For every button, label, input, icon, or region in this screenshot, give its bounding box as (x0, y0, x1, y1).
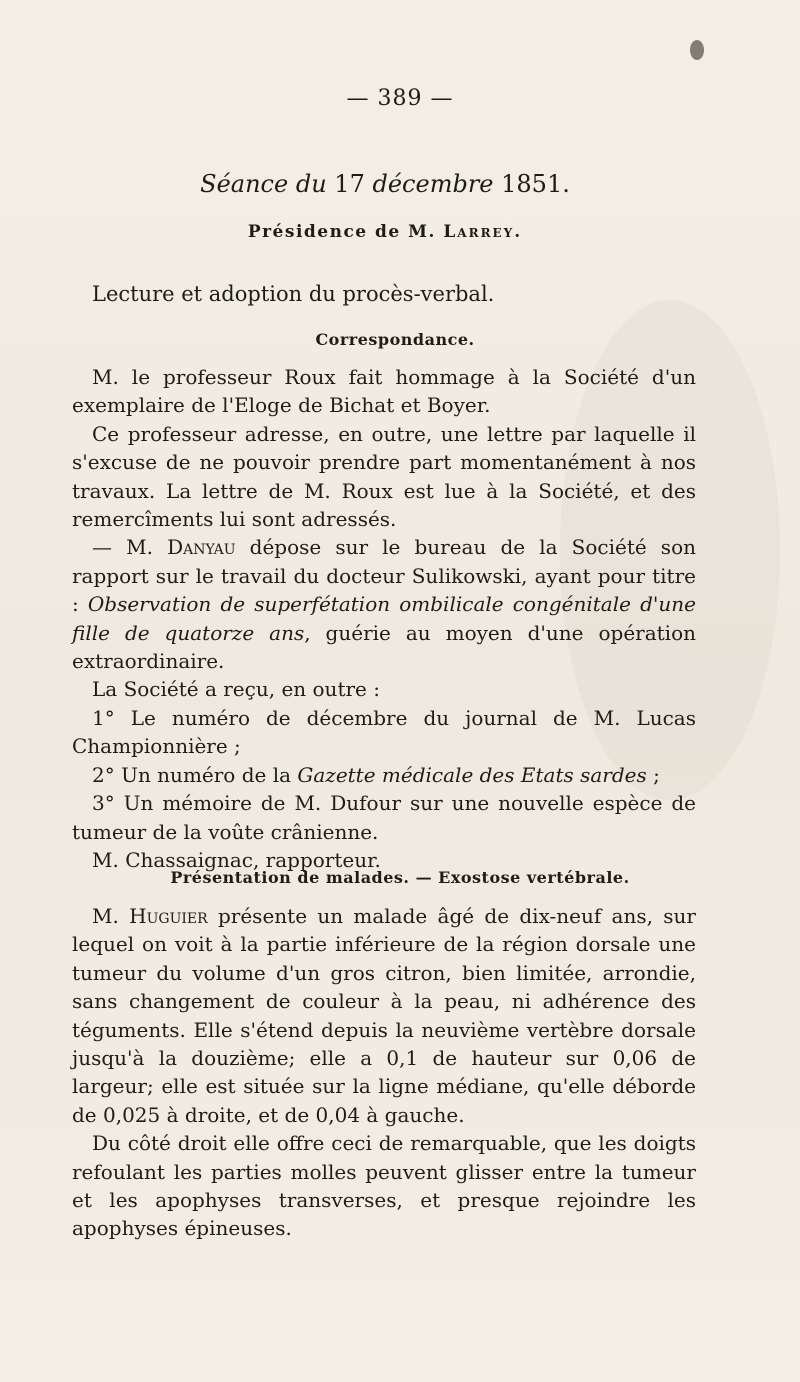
paragraph-danyau (72, 533, 696, 675)
huguier-name: Huguier (129, 904, 208, 928)
session-title (0, 170, 770, 198)
paragraph-societe-recu: La Société a reçu, en outre : (92, 677, 380, 702)
paragraph-roux-lettre: Ce professeur adresse, en outre, une lettre par laquelle il s'excuse de ne pouvoir prendre part momentanément à nos travaux. La lettre de M. Roux est lue à la Société, et des remercîments lui sont adressés. (72, 421, 696, 532)
item2-end: ; (646, 762, 660, 787)
rapporteur-line: M. Chassaignac, rapporteur. (92, 847, 381, 872)
paragraph-huguier (72, 902, 696, 1129)
session-day: 17 (334, 170, 365, 198)
presentation-heading: Présentation de malades. — Exostose vertébrale. (170, 868, 630, 887)
huguier-start: M. (92, 904, 130, 928)
presidency-label: Présidence de M. (247, 222, 436, 242)
ink-spot (690, 40, 704, 60)
session-year: 1851. (501, 170, 570, 198)
session-month: décembre (372, 170, 494, 198)
danyau-name: Danyau (167, 535, 236, 560)
list-item-1: 1° Le numéro de décembre du journal de M. Lucas Championnière ; (72, 705, 696, 759)
paragraph-cote-droit: Du côté droit elle offre ceci de remarquable, que les doigts refoulant les parties molles peuvent glisser entre la tumeur et les apophyses transverses, et presque rejoindre les apophyses épineuses. (72, 1131, 696, 1241)
presentation-body (72, 902, 696, 1243)
gazette-title: Gazette médicale des Etats sardes (297, 762, 647, 787)
correspondance-body (72, 363, 696, 874)
list-item-2 (72, 761, 696, 789)
paragraph-roux-hommage: M. le professeur Roux fait hommage à la Société d'un exemplaire de l'Eloge de Bichat et Boyer. (72, 365, 696, 418)
list-item-3: 3° Un mémoire de M. Dufour sur une nouvelle espèce de tumeur de la voûte crânienne. (72, 791, 696, 844)
correspondance-heading: Correspondance. (315, 330, 475, 349)
danyau-start: — M. (92, 535, 168, 560)
huguier-rest: présente un malade âgé de dix-neuf ans, sur lequel on voit à la partie inférieure de la région dorsale une tumeur du volume d'un gros citron, bien limitée, arrondie, sans changement de couleur à la peau, ni adhérence des téguments. Elle s'étend depuis la neuvième vertèbre dorsale jusqu'à la douzième; elle a 0,1 de hauteur sur 0,06 de largeur; elle est située sur la ligne médiane, qu'elle déborde de 0,025 à droite, et de 0,04 à gauche. (72, 904, 696, 1127)
president-name: Larrey. (443, 222, 523, 242)
danyau-end: , guérie au moyen d'une opération extraordinaire. (72, 620, 696, 674)
minutes-adoption: Lecture et adoption du procès-verbal. (92, 282, 495, 306)
danyau-mid: dépose sur le bureau de la Société son rapport sur le travail du docteur Sulikowski, ayant pour titre : (72, 535, 696, 617)
session-prefix: Séance du (200, 170, 327, 198)
presidency-line (0, 222, 770, 242)
observation-title: Observation de superfétation ombilicale congénitale d'une fille de quatorze ans (72, 592, 696, 645)
item2-start: 2° Un numéro de la (92, 762, 298, 787)
page-number: — 389 — (346, 86, 454, 111)
